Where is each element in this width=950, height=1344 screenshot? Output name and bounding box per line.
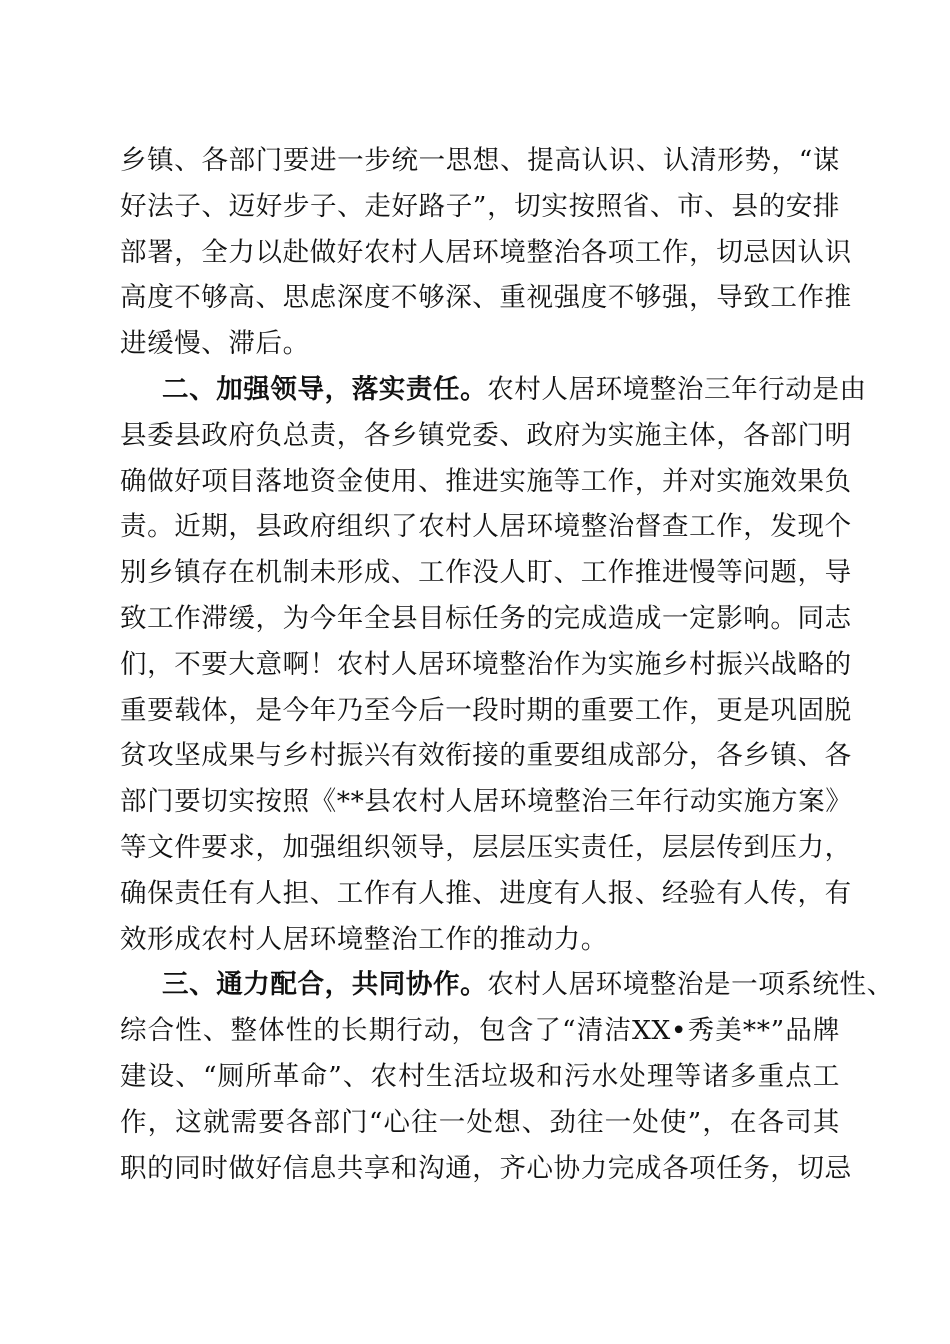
text-line: 确保责任有人担、工作有人推、进度有人报、经验有人传，有 xyxy=(120,877,852,909)
text-line: 部署，全力以赴做好农村人居环境整治各项工作，切忌因认识 xyxy=(120,236,852,268)
text-line: 进缓慢、滞后。 xyxy=(120,328,310,360)
text-line: 职的同时做好信息共享和沟通，齐心协力完成各项任务，切忌 xyxy=(120,1152,852,1184)
text-line: 等文件要求，加强组织领导，层层压实责任，层层传到压力， xyxy=(120,831,852,863)
paragraph-2 xyxy=(120,367,867,962)
text-line: 县委县政府负总责，各乡镇党委、政府为实施主体，各部门明 xyxy=(120,419,852,451)
paragraph-3 xyxy=(120,962,894,1191)
text-line: 部门要切实按照《**县农村人居环境整治三年行动实施方案》 xyxy=(120,786,853,818)
text-line: 别乡镇存在机制未形成、工作没人盯、工作推进慢等问题，导 xyxy=(120,557,852,589)
text-run: 农村人居环境整治三年行动是由 xyxy=(487,373,867,405)
text-line: 们，不要大意啊！农村人居环境整治作为实施乡村振兴战略的 xyxy=(120,648,852,680)
text-line: 责。近期，县政府组织了农村人居环境整治督查工作，发现个 xyxy=(120,511,852,543)
text-line: 贫攻坚成果与乡村振兴有效衔接的重要组成部分，各乡镇、各 xyxy=(120,740,852,772)
text-line: 乡镇、各部门要进一步统一思想、提高认识、认清形势，“谋 xyxy=(120,145,840,176)
text-line: 作，这就需要各部门“心往一处想、劲往一处使”，在各司其 xyxy=(120,1106,840,1138)
text-run: 农村人居环境整治是一项系统性、 xyxy=(487,969,894,1001)
text-line: 建设、“厕所革命”、农村生活垃圾和污水处理等诸多重点工 xyxy=(120,1060,840,1092)
text-line xyxy=(120,962,894,1008)
text-line: 效形成农村人居环境整治工作的推动力。 xyxy=(120,923,608,955)
text-line: 确做好项目落地资金使用、推进实施等工作，并对实施效果负 xyxy=(120,465,852,497)
section-heading: 二、加强领导，落实责任。 xyxy=(162,373,488,405)
text-line: 重要载体，是今年乃至今后一段时期的重要工作，更是巩固脱 xyxy=(120,694,852,726)
text-line: 好法子、迈好步子、走好路子”，切实按照省、市、县的安排 xyxy=(120,190,840,222)
text-line: 综合性、整体性的长期行动，包含了“清洁XX•秀美**”品牌 xyxy=(120,1015,840,1047)
section-heading: 三、通力配合，共同协作。 xyxy=(162,969,488,1001)
text-line xyxy=(120,367,867,413)
text-line: 致工作滞缓，为今年全县目标任务的完成造成一定影响。同志 xyxy=(120,602,852,634)
text-line: 高度不够高、思虑深度不够深、重视强度不够强，导致工作推 xyxy=(120,282,852,314)
paragraph-1 xyxy=(120,138,852,367)
document-body xyxy=(120,138,894,1191)
